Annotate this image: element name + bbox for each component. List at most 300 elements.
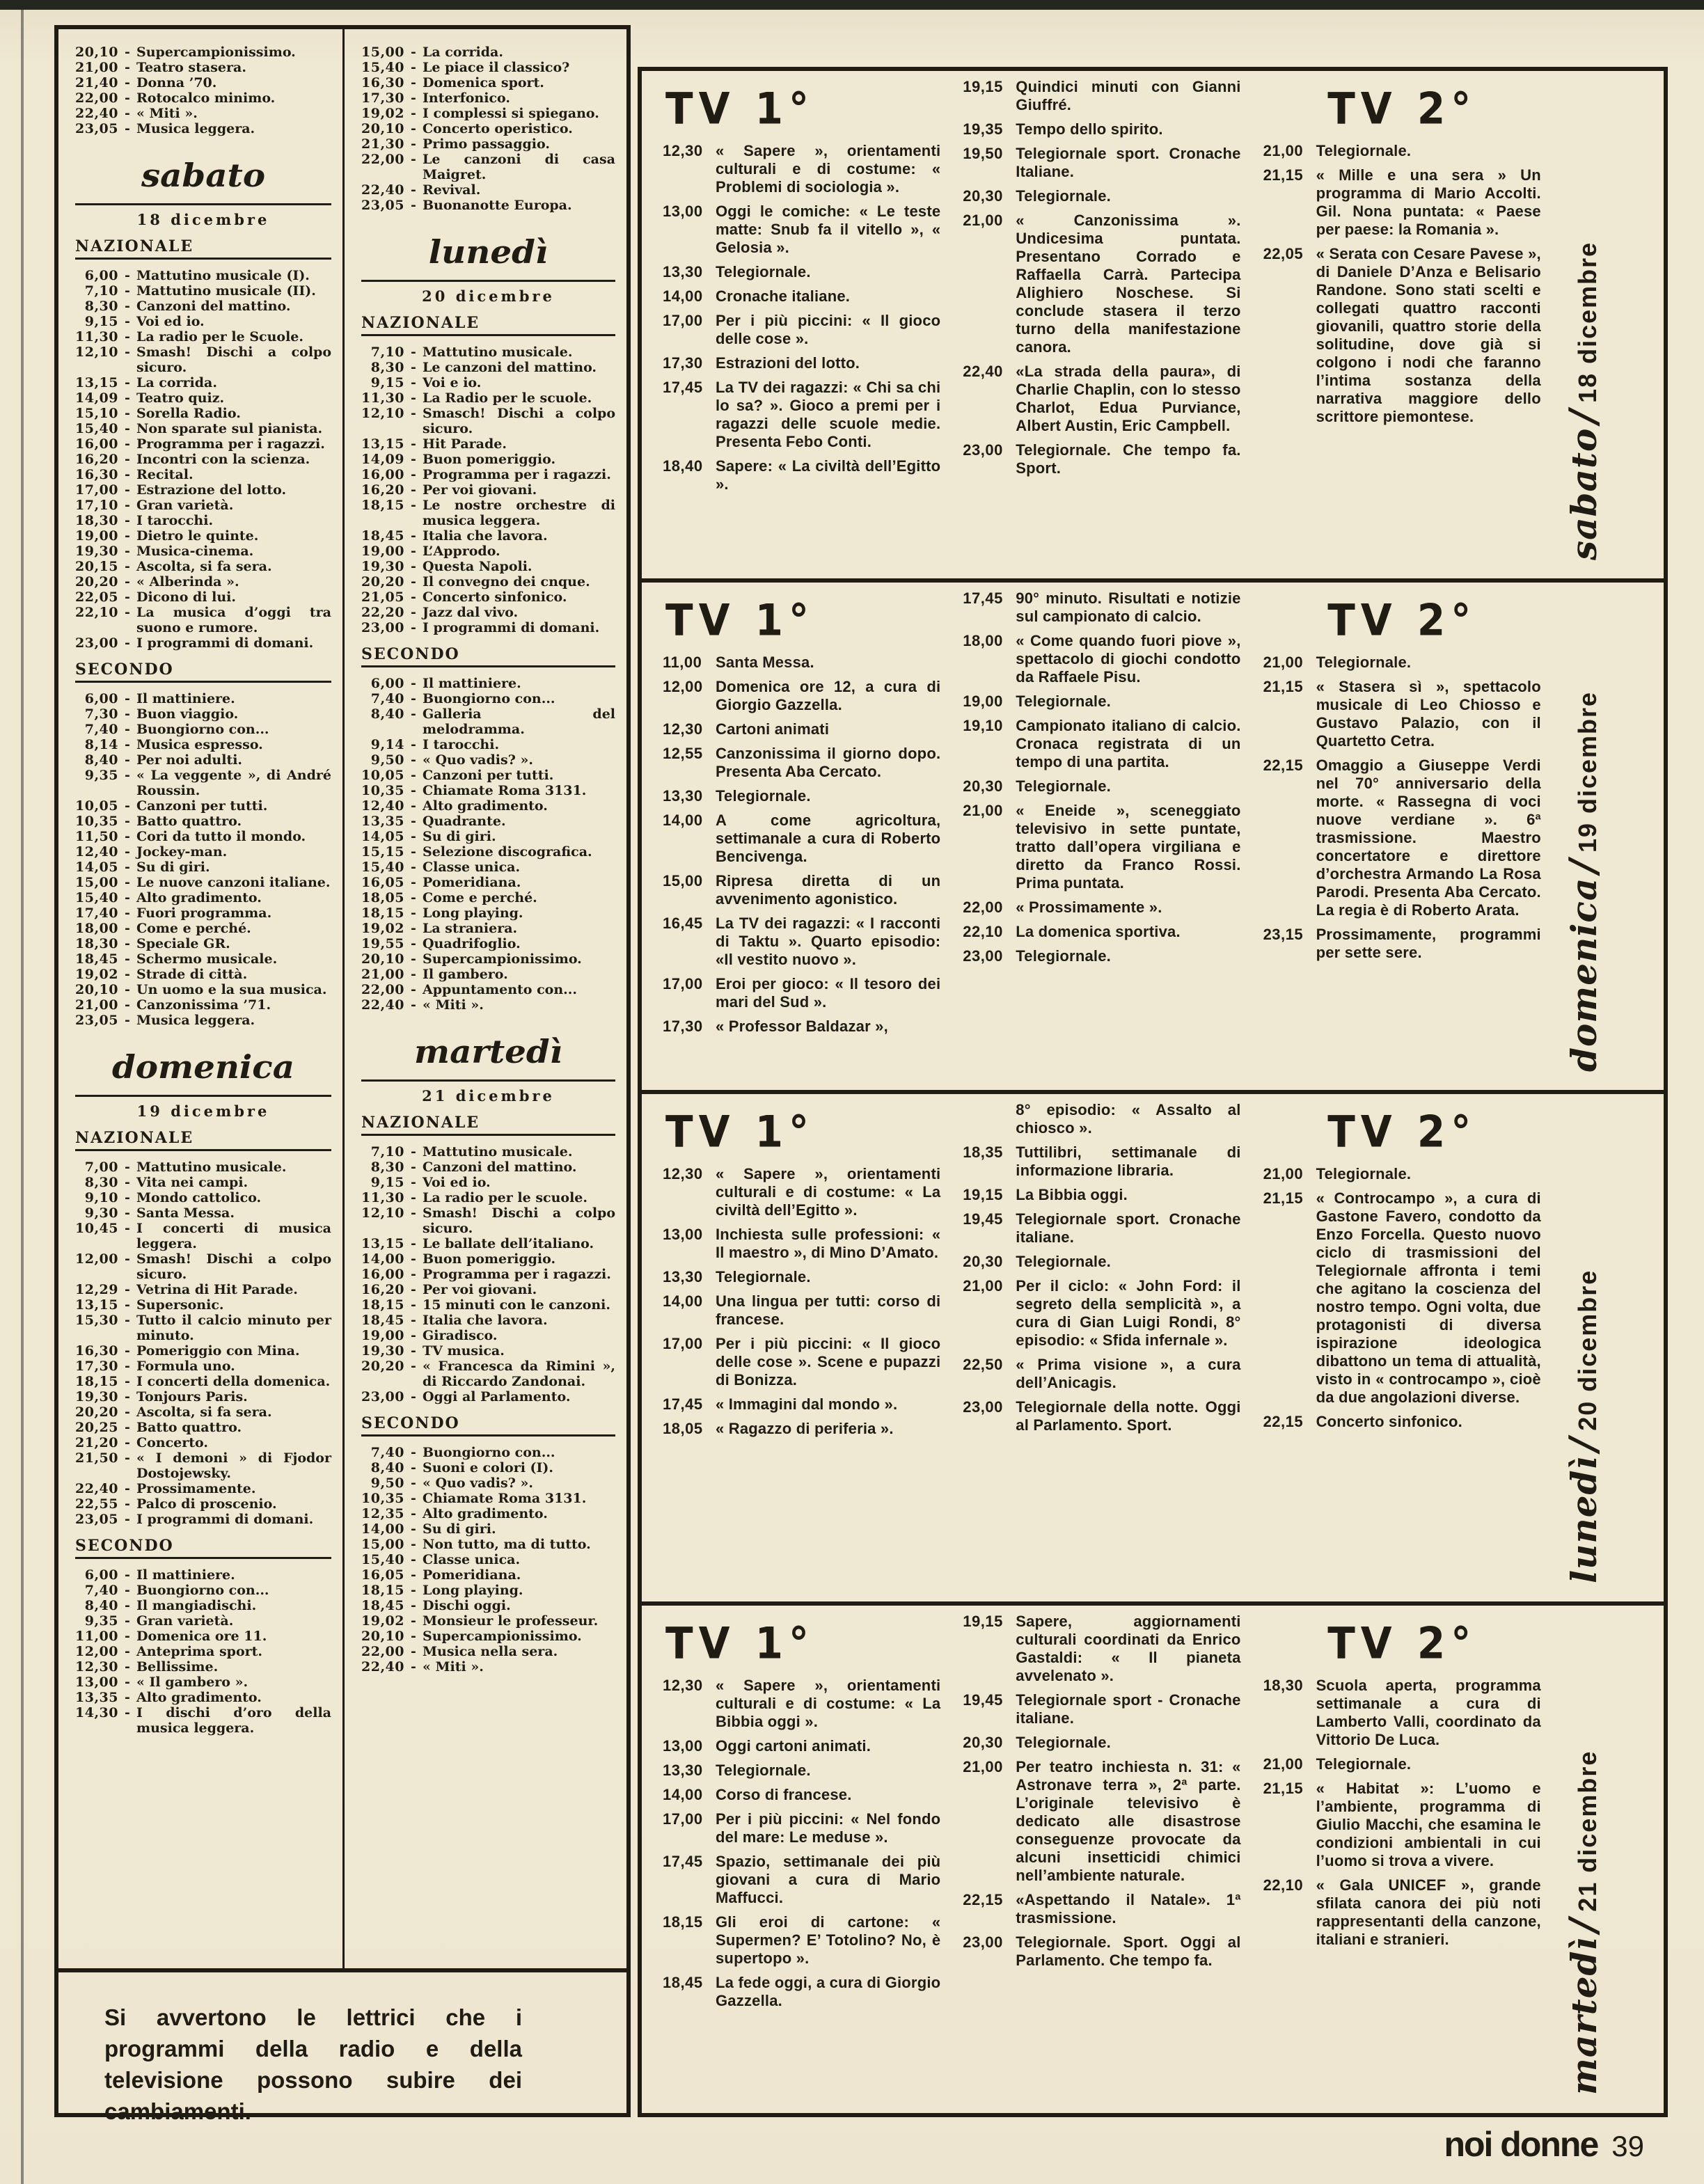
dash-separator — [404, 1160, 423, 1175]
radio-entry — [75, 691, 331, 706]
radio-entry-time: 7,40 — [84, 722, 118, 737]
tv-entry-time: 17,45 — [663, 379, 703, 396]
radio-entry — [75, 390, 331, 406]
radio-entry — [361, 436, 615, 452]
dash-separator — [404, 951, 423, 967]
dash-separator — [404, 1328, 423, 1343]
tv-entry-time: 18,40 — [663, 457, 703, 475]
rail-day-name: sabato — [1563, 427, 1604, 560]
radio-entry — [75, 662, 331, 683]
tv-entry-time: 21,00 — [963, 1277, 1003, 1295]
radio-entry-time: 19,02 — [361, 106, 404, 121]
radio-entry — [75, 921, 331, 936]
radio-entry — [75, 1496, 331, 1512]
radio-entry-time: 9,35 — [84, 768, 118, 783]
radio-entry-time: 17,30 — [75, 1359, 118, 1374]
radio-entry-time: 15,40 — [361, 1552, 404, 1567]
dash-separator — [118, 936, 136, 951]
radio-entry-time: 10,45 — [75, 1221, 118, 1236]
tv-entry — [1263, 1413, 1541, 1431]
tv-entry — [1263, 1677, 1541, 1749]
radio-entry-time: 12,40 — [361, 798, 404, 814]
radio-entry-title: Anteprima sport. — [136, 1644, 263, 1659]
tv-entry — [663, 1395, 940, 1414]
radio-entry-title: Monsieur le professeur. — [423, 1613, 599, 1629]
radio-entry — [75, 798, 331, 814]
radio-entry — [361, 1598, 615, 1613]
tv-entry-text: Tempo dello spirito. — [1016, 120, 1163, 138]
radio-entry-title: Pomeridiana. — [423, 1567, 521, 1583]
tv-entry-text: Cartoni animati — [716, 720, 830, 738]
radio-entry-time: 7,30 — [84, 706, 118, 722]
dash-separator — [404, 752, 423, 768]
tv-entry — [663, 203, 940, 257]
tv-entry — [663, 1420, 940, 1438]
radio-entry — [361, 136, 615, 152]
radio-entry — [361, 1190, 615, 1205]
tv-entry-text: Telegiornale. — [1016, 187, 1111, 205]
magazine-brand: noi donne — [1444, 2125, 1598, 2164]
radio-entry-title: Supercampionissimo. — [423, 1629, 582, 1644]
tv-entry-text: « Sapere », orientamenti culturali e di costume: « Problemi di sociologia ». — [716, 142, 941, 196]
radio-entry-time: 23,00 — [75, 635, 118, 651]
schedule-change-notice: Si avvertono le lettrici che i programmi della radio e della televisione possono subire dei cambiamenti. — [58, 1968, 626, 2113]
tv-entry-time: 17,00 — [663, 975, 703, 992]
dash-separator — [404, 691, 423, 706]
radio-entry-title: Mattutino musicale. — [423, 345, 573, 360]
radio-entry-title: Recital. — [136, 467, 194, 482]
radio-entry-title: NAZIONALE — [75, 237, 194, 255]
radio-entry — [75, 1435, 331, 1450]
dash-separator — [404, 905, 423, 921]
dash-separator — [404, 783, 423, 798]
dash-separator — [404, 814, 423, 829]
radio-entry-title: Schermo musicale. — [136, 951, 278, 967]
radio-entry-time: 12,10 — [75, 345, 118, 360]
radio-entry-title: Bellissime. — [136, 1659, 219, 1675]
dash-separator — [118, 436, 136, 452]
radio-entry-time: 22,00 — [75, 90, 118, 106]
radio-entry — [75, 936, 331, 951]
tv-entry-time: 23,00 — [963, 441, 1003, 459]
radio-entry — [75, 467, 331, 482]
tv-entry-text: « Habitat »: L’uomo e l’ambiente, programma di Giulio Macchi, che esamina le condizioni ambientali in cui l’uomo si trova a vivere. — [1316, 1780, 1541, 1869]
radio-entry — [361, 1282, 615, 1297]
radio-entry-title: Quadrante. — [423, 814, 506, 829]
radio-entry-title: Buonanotte Europa. — [423, 198, 572, 213]
radio-entry-title: « Il gambero ». — [136, 1675, 248, 1690]
radio-entry-time: 7,10 — [370, 345, 404, 360]
tv-entry-text: A come agricoltura, settimanale a cura di Roberto Bencivenga. — [716, 812, 941, 865]
tv-entry-text: Una lingua per tutti: corso di francese. — [716, 1292, 941, 1328]
dash-separator — [118, 860, 136, 875]
dash-separator — [404, 90, 423, 106]
dash-separator — [404, 936, 423, 951]
radio-entry-title: Come e perché. — [136, 921, 251, 936]
dash-separator — [404, 875, 423, 890]
radio-entry-time: 14,09 — [361, 452, 404, 467]
tv1-column — [658, 589, 958, 1086]
tv-entry — [963, 777, 1240, 796]
tv-entry-text: Prossimamente, programmi per sette sere. — [1316, 926, 1541, 961]
radio-entry — [75, 1282, 331, 1297]
tv-entry — [963, 1101, 1240, 1137]
radio-entry — [361, 1445, 615, 1460]
radio-entry — [361, 1079, 615, 1104]
dash-separator — [118, 1359, 136, 1374]
tv2-column — [1259, 589, 1559, 1086]
tv-entry-time: 17,00 — [663, 1810, 703, 1828]
radio-entry-time: 13,00 — [75, 1675, 118, 1690]
radio-entry — [75, 737, 331, 752]
tv-entry-text: Per i più piccini: « Il gioco delle cose ». — [716, 312, 941, 347]
radio-entry — [75, 875, 331, 890]
dash-separator — [404, 60, 423, 75]
dash-separator — [118, 121, 136, 136]
tv-entry-text: Per teatro inchiesta n. 31: « Astronave terra », 2ª parte. L’originale televisivo è dedicato alle disastrose conseguenze provocate da alcuni insetticidi chimici nell’ambiente naturale. — [1016, 1758, 1241, 1884]
tv-entry — [1263, 757, 1541, 919]
page-number: 39 — [1611, 2130, 1644, 2162]
radio-entry — [361, 1537, 615, 1552]
radio-entry-time: 13,15 — [75, 375, 118, 390]
tv-entry-text: «Aspettando il Natale». 1ª trasmissione. — [1016, 1891, 1241, 1926]
radio-entry-time: 18,45 — [75, 951, 118, 967]
radio-entry-time: 21,40 — [75, 75, 118, 90]
radio-entry-time: 18,45 — [361, 1598, 404, 1613]
radio-entry-time: 22,40 — [75, 106, 118, 121]
tv-entry — [963, 145, 1240, 181]
radio-entry — [361, 814, 615, 829]
tv-entry-time: 17,30 — [663, 1018, 703, 1035]
tv-entry — [963, 78, 1240, 114]
dash-separator — [404, 1567, 423, 1583]
tv-entry-text: « Immagini dal mondo ». — [716, 1395, 898, 1413]
radio-entry-title: Pomeriggio con Mina. — [136, 1343, 300, 1359]
tv2-column — [1259, 1613, 1559, 2109]
radio-entry — [361, 905, 615, 921]
tv-entry-text: « Professor Baldazar », — [716, 1018, 888, 1035]
radio-entry-time: 12,00 — [75, 1644, 118, 1659]
tv-entry-time: 18,30 — [1263, 1677, 1304, 1694]
page-footer — [1444, 2124, 1644, 2165]
radio-entry — [75, 635, 331, 651]
dash-separator — [118, 589, 136, 605]
tv-entry-time: 17,00 — [663, 312, 703, 329]
tv-entry-text: «La strada della paura», di Charlie Chaplin, con lo stesso Charlot, Edua Purviance, Albert Austin, Eric Campbell. — [1016, 363, 1241, 434]
radio-entry-time: 14,30 — [75, 1705, 118, 1720]
radio-entry-time: 20,20 — [361, 574, 404, 589]
dash-separator — [118, 1297, 136, 1313]
radio-entry-time: 18,05 — [361, 890, 404, 905]
radio-entry-title: Smash! Dischi a colpo sicuro. — [136, 345, 331, 375]
radio-entry — [361, 315, 615, 336]
radio-entry-time: 11,30 — [361, 390, 404, 406]
dash-separator — [404, 482, 423, 498]
radio-entry-time: 13,15 — [361, 436, 404, 452]
dash-separator — [118, 691, 136, 706]
tv-entry-time: 16,45 — [663, 915, 703, 932]
radio-entry-time: 9,15 — [84, 314, 118, 329]
radio-entry — [75, 314, 331, 329]
radio-entry-time: 22,40 — [361, 182, 404, 198]
radio-column-2 — [342, 29, 626, 1968]
radio-entry-time: 12,30 — [75, 1659, 118, 1675]
radio-entry-title: Mattutino musicale (II). — [136, 283, 316, 299]
tv2-heading: TV 2° — [1327, 83, 1477, 134]
radio-entry — [75, 982, 331, 997]
dash-separator — [118, 299, 136, 314]
tv-entry-text: Telegiornale della notte. Oggi al Parlamento. Sport. — [1016, 1398, 1241, 1434]
radio-entry — [75, 239, 331, 260]
dash-separator — [404, 390, 423, 406]
radio-entry-time: 8,30 — [84, 1175, 118, 1190]
tv1-continuation-column — [958, 1101, 1259, 1597]
tv-entry — [963, 1398, 1240, 1434]
dash-separator — [404, 1313, 423, 1328]
radio-entry — [361, 390, 615, 406]
tv-entry — [963, 693, 1240, 711]
radio-entry-time: 17,10 — [75, 498, 118, 513]
tv-entry-text: Telegiornale. — [716, 263, 811, 280]
rail-slash: / — [1561, 409, 1605, 424]
radio-entry — [361, 967, 615, 982]
radio-entry-time: 9,30 — [84, 1205, 118, 1221]
radio-entry-time: 7,40 — [370, 1445, 404, 1460]
radio-entry — [75, 1512, 331, 1527]
tv-entry-text: 90° minuto. Risultati e notizie sul campionato di calcio. — [1016, 589, 1241, 625]
radio-entry-title: Il mangiadischi. — [136, 1598, 257, 1613]
dash-separator — [118, 1705, 136, 1720]
radio-entry-time: 22,55 — [75, 1496, 118, 1512]
day-rail — [1561, 691, 1605, 1072]
dash-separator — [404, 921, 423, 936]
radio-entry-title: SECONDO — [75, 660, 174, 679]
radio-entry-title: Il gambero. — [423, 967, 508, 982]
tv-entry-time: 23,00 — [963, 1398, 1003, 1416]
tv-entry-time: 23,00 — [963, 947, 1003, 965]
tv-entry — [663, 379, 940, 451]
radio-entry-title: Su di giri. — [423, 1521, 496, 1537]
radio-entry-title: Per voi giovani. — [423, 482, 537, 498]
radio-entry-time: 12,29 — [75, 1282, 118, 1297]
tv-entry-time: 12,30 — [663, 142, 703, 159]
radio-entry — [361, 1160, 615, 1175]
radio-entry — [75, 722, 331, 737]
radio-entry — [361, 1475, 615, 1491]
radio-entry-time: 13,35 — [361, 814, 404, 829]
tv-entry — [963, 717, 1240, 771]
radio-entry-title: Tutto il calcio minuto per minuto. — [136, 1313, 331, 1343]
dash-separator — [118, 75, 136, 90]
dash-separator — [404, 1491, 423, 1506]
radio-entry-time: 21,00 — [75, 60, 118, 75]
radio-entry — [75, 1205, 331, 1221]
radio-entry-title: Hit Parade. — [423, 436, 507, 452]
dash-separator — [404, 574, 423, 589]
radio-entry-time: 22,40 — [361, 997, 404, 1013]
tv-entry — [663, 354, 940, 372]
tv-row-martedi — [642, 1601, 1664, 2113]
radio-entry-title: Un uomo e la sua musica. — [136, 982, 327, 997]
dash-separator — [118, 1598, 136, 1613]
radio-entry — [75, 1644, 331, 1659]
radio-entry — [361, 198, 615, 213]
radio-entry-time: 22,00 — [361, 1644, 404, 1659]
dash-separator — [404, 1598, 423, 1613]
radio-entry-time: 16,20 — [75, 452, 118, 467]
tv-entry — [1263, 1189, 1541, 1407]
dash-separator — [404, 1205, 423, 1221]
radio-entry-time: 18,15 — [361, 1583, 404, 1598]
radio-entry-title: Dischi oggi. — [423, 1598, 511, 1613]
dash-separator — [404, 182, 423, 198]
dash-separator — [118, 1013, 136, 1028]
tv-entry-text: Canzonissima il giorno dopo. Presenta Aba Cercato. — [716, 745, 941, 780]
tv-entry — [663, 142, 940, 196]
radio-entry-time: 8,30 — [370, 1160, 404, 1175]
radio-entry-title: Mattutino musicale (I). — [136, 268, 310, 283]
tv2-list — [1263, 1165, 1541, 1431]
tv-entry-text: Campionato italiano di calcio. Cronaca registrata di un tempo di una partita. — [1016, 717, 1241, 770]
radio-entry — [361, 620, 615, 635]
radio-entry-title: Il mattiniere. — [423, 676, 521, 691]
radio-entry-title: Canzonissima ’71. — [136, 997, 271, 1013]
tv-entry — [663, 812, 940, 866]
radio-entry — [75, 1583, 331, 1598]
dash-separator — [118, 844, 136, 860]
tv-entry-time: 17,45 — [963, 589, 1003, 607]
dash-separator — [404, 1359, 423, 1374]
tv-entry-time: 20,30 — [963, 777, 1003, 795]
tv-entry — [663, 457, 940, 493]
radio-entry-time: 18,15 — [75, 1374, 118, 1389]
radio-entry-time: 12,40 — [75, 844, 118, 860]
tv-entry-time: 22,50 — [963, 1356, 1003, 1373]
radio-entry — [361, 768, 615, 783]
tv-entry — [663, 787, 940, 805]
radio-entry-title: Mondo cattolico. — [136, 1190, 262, 1205]
radio-entry-title: Italia che lavora. — [423, 528, 548, 544]
radio-entry-title: I tarocchi. — [136, 513, 214, 528]
tv-entry-time: 19,35 — [963, 120, 1003, 138]
tv-entry-time: 17,45 — [663, 1395, 703, 1413]
radio-entry-title: I dischi d’oro della musica leggera. — [136, 1705, 331, 1736]
dash-separator — [404, 829, 423, 844]
dash-separator — [404, 1389, 423, 1404]
dash-separator — [404, 706, 423, 722]
dash-separator — [118, 1205, 136, 1221]
tv-entry-time: 19,50 — [963, 145, 1003, 162]
radio-entry — [361, 280, 615, 304]
dash-separator — [404, 676, 423, 691]
radio-entry — [361, 706, 615, 737]
tv-entry-text: Telegiornale. — [1316, 142, 1412, 159]
radio-entry-title: SECONDO — [361, 1414, 460, 1432]
radio-entry-time: 22,40 — [75, 1481, 118, 1496]
radio-entry-time: 15,40 — [75, 890, 118, 905]
dash-separator — [118, 1251, 136, 1267]
radio-entry — [361, 1629, 615, 1644]
radio-entry — [361, 1552, 615, 1567]
dash-separator — [118, 528, 136, 544]
dash-separator — [118, 1613, 136, 1629]
radio-entry-title: Teatro quiz. — [136, 390, 225, 406]
radio-entry-time: 14,00 — [361, 1251, 404, 1267]
tv-entry-time: 11,00 — [663, 654, 702, 671]
radio-entry-title: Programma per i ragazzi. — [423, 1267, 611, 1282]
dash-separator — [118, 997, 136, 1013]
rail-date: 21 dicembre — [1573, 1750, 1602, 1912]
tv-entry — [963, 1933, 1240, 1970]
radio-entry-time: 15,40 — [75, 421, 118, 436]
tv-entry-text: Eroi per gioco: « Il tesoro dei mari del Sud ». — [716, 975, 941, 1011]
radio-entry-title: Il mattiniere. — [136, 1567, 235, 1583]
radio-entry-title: Smasch! Dischi a colpo sicuro. — [423, 406, 615, 436]
tv-entry-text: Estrazioni del lotto. — [716, 354, 860, 372]
dash-separator — [118, 1629, 136, 1644]
radio-entry-title: I programmi di domani. — [136, 1512, 314, 1527]
dash-separator — [404, 1475, 423, 1491]
radio-entry — [75, 157, 331, 193]
radio-schedule-panel — [54, 25, 631, 2124]
tv1-continuation-column — [958, 589, 1259, 1086]
tv-entry-time: 13,30 — [663, 787, 703, 805]
tv-entry-time: 20,30 — [963, 1734, 1003, 1751]
radio-entry-title: lunedì — [428, 233, 549, 271]
radio-entry-title: Smash! Dischi a colpo sicuro. — [136, 1251, 331, 1282]
dash-separator — [118, 283, 136, 299]
tv-entry — [663, 1913, 940, 1968]
radio-entry-time: 19,02 — [361, 921, 404, 936]
radio-entry-time: 8,30 — [370, 360, 404, 375]
dash-separator — [118, 706, 136, 722]
tv-entry — [663, 1762, 940, 1780]
dash-separator — [404, 768, 423, 783]
radio-entry — [75, 1175, 331, 1190]
radio-entry — [361, 60, 615, 75]
tv1-list — [663, 654, 940, 1036]
radio-entry — [75, 1343, 331, 1359]
dash-separator — [404, 798, 423, 814]
dash-separator — [118, 1190, 136, 1205]
tv-entry-time: 19,15 — [963, 1613, 1003, 1630]
tv1-list — [663, 1165, 940, 1438]
dash-separator — [118, 421, 136, 436]
dash-separator — [118, 1567, 136, 1583]
radio-entry — [75, 1130, 331, 1151]
radio-entry — [75, 283, 331, 299]
radio-entry-time: 22,10 — [75, 605, 118, 620]
radio-entry — [75, 1659, 331, 1675]
radio-entry — [75, 1313, 331, 1343]
radio-entry-time: 22,40 — [361, 1659, 404, 1675]
radio-entry-time: 10,05 — [75, 798, 118, 814]
radio-entry — [361, 691, 615, 706]
radio-entry-time: 23,05 — [75, 1512, 118, 1527]
tv2-column — [1259, 78, 1559, 574]
dash-separator — [118, 1404, 136, 1420]
scan-left-edge — [21, 10, 24, 2184]
radio-entry-title: Canzoni del mattino. — [136, 299, 291, 314]
radio-entry-title: Buon pomeriggio. — [423, 452, 556, 467]
tv-entry-text: Cronache italiane. — [716, 287, 851, 305]
radio-entry-time: 12,00 — [75, 1251, 118, 1267]
radio-entry — [361, 234, 615, 270]
radio-entry — [361, 1460, 615, 1475]
radio-entry-title: Dietro le quinte. — [136, 528, 259, 544]
radio-entry — [75, 498, 331, 513]
tv-entry — [663, 312, 940, 348]
